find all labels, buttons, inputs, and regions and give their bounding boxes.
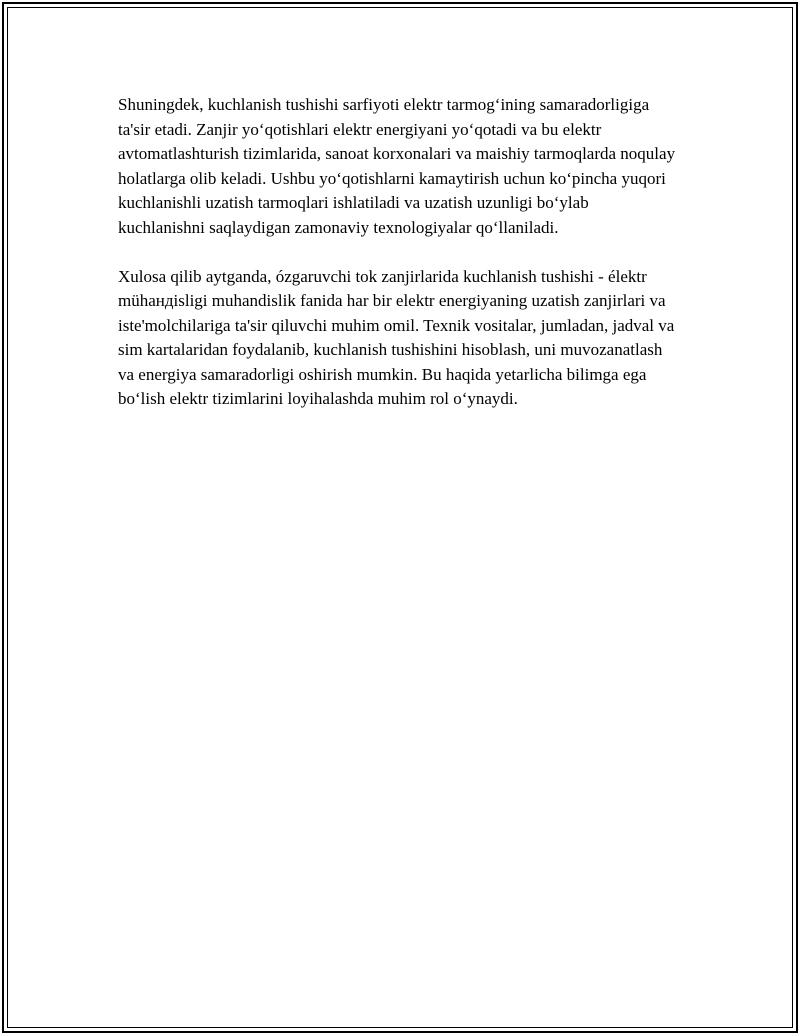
document-body: [118, 93, 678, 436]
paragraph-2: Xulosa qilib aytganda, ózgaruvchi tok zanjirlarida kuchlanish tushishi - élektr müһaндisligi muhandislik fanida har bir elektr energiyaning uzatish zanjirlari va iste'molchilariga ta'sir qiluvchi muhim omil. Texnik vositalar, jumladan, jadval va sim kartalaridan foydalanib, kuchlanish tushishini hisoblash, uni muvozanatlash va energiya samaradorligi oshirish mumkin. Bu haqida yetarlicha bilimga ega bo‘lish elektr tizimlarini loyihalashda muhim rol o‘ynaydi.: [118, 266, 675, 408]
paragraph-1: Shuningdek, kuchlanish tushishi sarfiyoti elektr tarmog‘ining samaradorligiga ta'sir etadi. Zanjir yo‘qotishlari elektr energiyani yo‘qotadi va bu elektr avtomatlashturish tizimlarida, sanoat korxonalari va maishiy tarmoqlarda noqulay holatlarga olib keladi. Ushbu yo‘qotishlarni kamaytirish uchun ko‘pincha yuqori kuchlanishli uzatish tarmoqlari ishlatiladi va uzatish uzunligi bo‘ylab kuchlanishni saqlaydigan zamonaviy texnologiyalar qo‘llaniladi.: [118, 95, 676, 237]
